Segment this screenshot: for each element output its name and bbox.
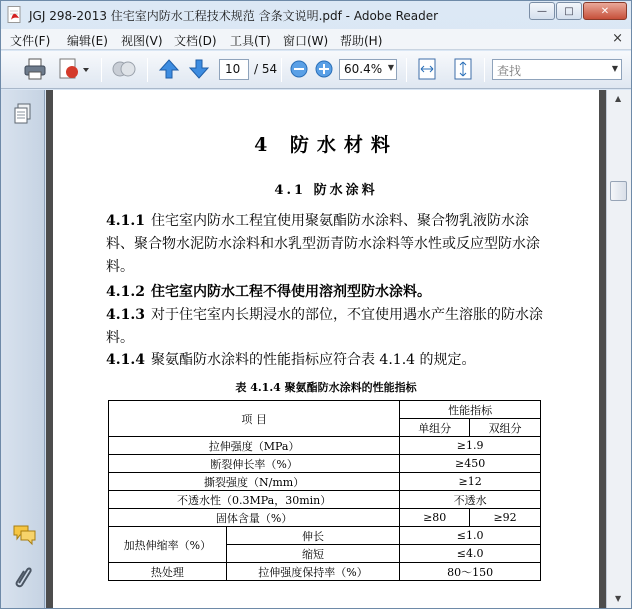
table-cell: 不透水性（0.3MPa，30min） [109, 491, 400, 509]
paragraph [106, 349, 546, 372]
table-cell: 拉伸强度保持率（%） [226, 563, 400, 581]
table-cell: 撕裂强度（N/mm） [109, 473, 400, 491]
table-cell: ≥450 [400, 455, 541, 473]
scroll-down-arrow-icon[interactable]: ▼ [615, 594, 622, 603]
attachments-icon[interactable] [13, 564, 33, 588]
navigation-pane [1, 90, 45, 608]
clause-number: 4.1.4 [106, 352, 145, 368]
toolbar-separator [101, 58, 102, 82]
paragraph [106, 304, 546, 350]
scroll-up-arrow-icon[interactable]: ▲ [615, 94, 622, 103]
table-header-cell: 性能指标 [400, 401, 541, 419]
table-header-cell: 双组分 [470, 419, 541, 437]
window-controls [528, 2, 627, 20]
clause-text: 住宅室内防水工程宜使用聚氨酯防水涂料、聚合物乳液防水涂料、聚合物水泥防水涂料和水乳型沥青防水涂料等水性或反应型防水涂料。 [106, 213, 540, 275]
table-title: 表 4.1.4 聚氨酯防水涂料的性能指标 [235, 381, 417, 394]
table-row [109, 491, 541, 509]
table-cell: 80～150 [400, 563, 541, 581]
chevron-down-icon[interactable]: ▼ [611, 64, 618, 73]
table-cell: 固体含量（%） [109, 509, 400, 527]
window-title: JGJ 298-2013 住宅室内防水工程技术规范 含条文说明.pdf - Adobe Reader [29, 9, 439, 23]
clause-number: 4.1.3 [106, 307, 145, 323]
toolbar-separator [281, 58, 282, 82]
toolbar-separator [147, 58, 148, 82]
clause-number: 4.1.2 [106, 284, 145, 300]
document-close-button[interactable]: × [612, 31, 623, 46]
table-row [109, 401, 541, 419]
zoom-in-icon[interactable] [314, 57, 334, 81]
table-cell: ≤4.0 [400, 545, 541, 563]
menu-file[interactable]: 文件(F) [10, 34, 51, 48]
paragraph [106, 281, 546, 304]
table-cell: 伸长 [226, 527, 400, 545]
menu-bar [1, 29, 631, 50]
chapter-title: 4 防水材料 [254, 134, 398, 156]
print-icon[interactable] [23, 57, 47, 81]
menu-view[interactable]: 视图(V) [121, 34, 163, 48]
paragraph [106, 210, 546, 279]
table-cell: 加热伸缩率（%） [109, 527, 227, 563]
chevron-down-icon: ▼ [387, 63, 394, 72]
maximize-button[interactable]: □ [556, 2, 582, 20]
table-row [109, 473, 541, 491]
previous-page-icon[interactable] [158, 57, 180, 81]
close-button[interactable]: ✕ [583, 2, 627, 20]
table-cell: ≥80 [400, 509, 470, 527]
pdf-app-icon [7, 6, 23, 23]
spec-table [108, 400, 541, 581]
page-number-input[interactable]: 10 [219, 59, 249, 80]
table-row [109, 437, 541, 455]
table-cell: ≥1.9 [400, 437, 541, 455]
menu-window[interactable]: 窗口(W) [283, 34, 329, 48]
table-cell: 断裂伸长率（%） [109, 455, 400, 473]
zoom-out-icon[interactable] [289, 57, 309, 81]
table-cell: ≤1.0 [400, 527, 541, 545]
table-row [109, 455, 541, 473]
clause-text: 对于住宅室内长期浸水的部位，不宜使用遇水产生溶胀的防水涂料。 [106, 307, 543, 346]
zoom-level-value: 60.4% [344, 62, 383, 76]
toolbar-separator [406, 58, 407, 82]
menu-tools[interactable]: 工具(T) [230, 34, 271, 48]
table-row [109, 527, 541, 545]
document-viewport[interactable] [46, 90, 606, 608]
clause-text: 聚氨酯防水涂料的性能指标应符合表 4.1.4 的规定。 [150, 352, 476, 368]
scrollbar-thumb[interactable] [610, 181, 627, 201]
collaborate-icon[interactable] [111, 57, 137, 81]
menu-help[interactable]: 帮助(H) [340, 34, 383, 48]
clause-number: 4.1.1 [106, 213, 145, 229]
toolbar-separator [484, 58, 485, 82]
pdf-page [53, 90, 599, 608]
page-count: / 54 [254, 62, 278, 76]
create-pdf-icon[interactable] [57, 57, 91, 81]
comments-icon[interactable] [13, 524, 37, 546]
pages-icon[interactable] [13, 103, 33, 125]
section-title: 4.1 防水涂料 [274, 183, 378, 198]
table-cell: ≥12 [400, 473, 541, 491]
table-row [109, 563, 541, 581]
zoom-level-select[interactable] [339, 59, 397, 80]
vertical-scrollbar[interactable] [606, 90, 631, 608]
clause-text: 住宅室内防水工程不得使用溶剂型防水涂料。 [150, 284, 431, 300]
fit-page-icon[interactable] [452, 57, 474, 81]
table-row [109, 509, 541, 527]
table-header-cell: 项 目 [109, 401, 400, 437]
table-cell: 热处理 [109, 563, 227, 581]
table-cell: 拉伸强度（MPa） [109, 437, 400, 455]
title-bar[interactable] [1, 1, 631, 28]
minimize-button[interactable]: — [529, 2, 555, 20]
find-placeholder: 查找 [497, 64, 522, 78]
find-input[interactable] [492, 59, 622, 80]
menu-document[interactable]: 文档(D) [174, 34, 217, 48]
table-header-cell: 单组分 [400, 419, 470, 437]
menu-edit[interactable]: 编辑(E) [67, 34, 108, 48]
table-cell: 不透水 [400, 491, 541, 509]
table-cell: ≥92 [470, 509, 541, 527]
table-cell: 缩短 [226, 545, 400, 563]
next-page-icon[interactable] [188, 57, 210, 81]
toolbar [1, 51, 631, 89]
fit-width-icon[interactable] [416, 57, 438, 81]
